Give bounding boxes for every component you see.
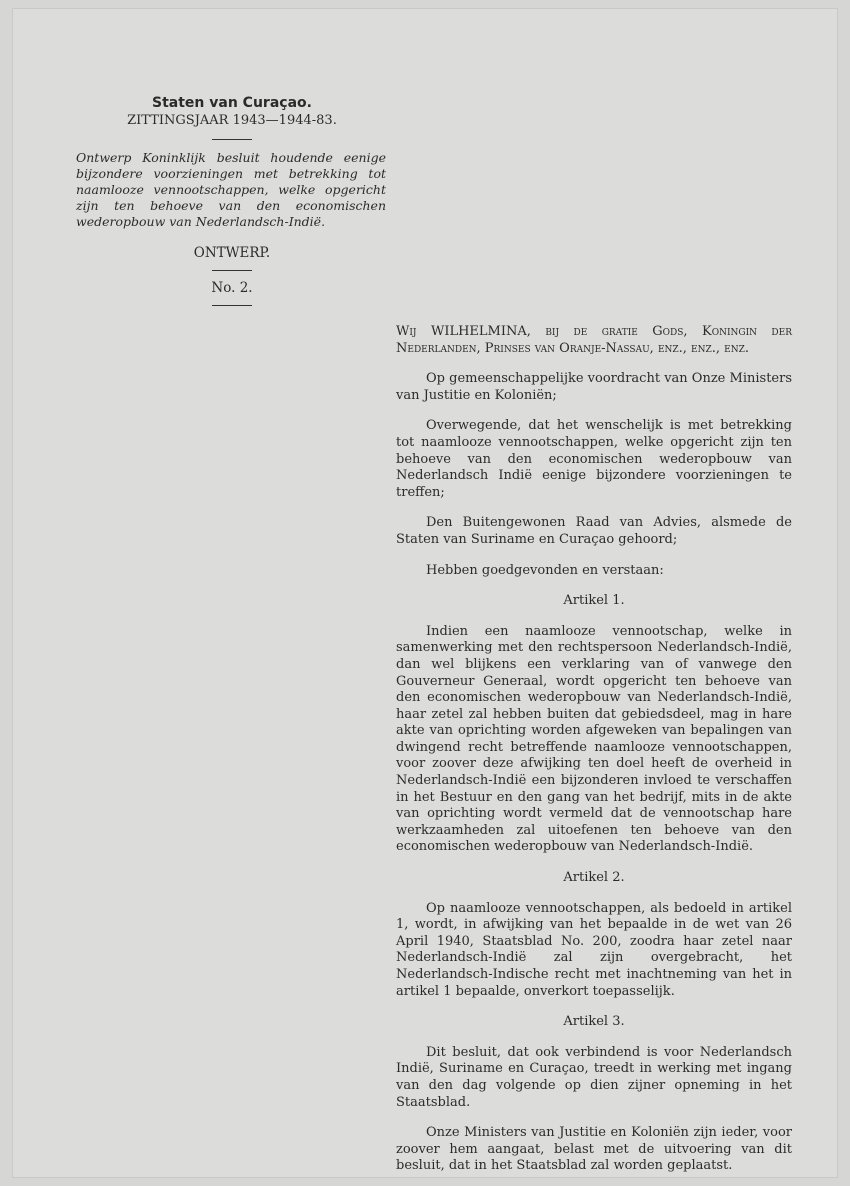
preamble-paragraph: Op gemeenschappelijke voordracht van Onze Ministers van Justitie en Koloniën; — [396, 371, 792, 403]
article-text: Indien een naamlooze vennootschap, welke in samenwerking met den rechtspersoon Nederlandsch-Indië, dan wel blijkens een verklaring van of vanwege den Gouverneur Generaal, wordt opgericht ten behoeve van den economischen wederopbouw van Nederlandsch-Indië, haar zetel zal hebben buiten dat gebiedsdeel, mag in hare akte van oprichting worden afgeweken van bepalingen van dwingend recht betreffende naamlooze vennootschappen, voor zoover deze afwijking ten doel heeft de overheid in Nederlandsch-Indië een bijzonderen invloed te verschaffen in het Bestuur en den gang van het bedrijf, mits in de akte van oprichting wordt vermeld dat de vennootschap hare werkzaamheden zal uitoefenen ten behoeve van den economischen wederopbouw van Nederlandsch-Indië. — [396, 623, 792, 855]
header-divider — [212, 139, 252, 140]
header-divider — [212, 270, 252, 271]
closing-paragraph: Onze Ministers van Justitie en Koloniën zijn ieder, voor zoover hem aangaat, belast met de uitvoering van dit besluit, dat in het Staatsblad zal worden geplaatst. — [396, 1125, 792, 1174]
opening-line: Nederlanden, Prinses van Oranje-Nassau, enz., enz., enz. — [396, 340, 749, 356]
document-header — [72, 94, 392, 314]
article-text: Dit besluit, dat ook verbindend is voor Nederlandsch Indië, Suriname en Curaçao, treedt in werking met ingang van den dag volgende op dien zijner opneming in het Staatsblad. — [396, 1044, 792, 1110]
article-title: Artikel 1. — [563, 593, 625, 609]
document-page — [12, 8, 838, 1178]
header-divider — [212, 305, 252, 306]
preamble-paragraph: Overwegende, dat het wenschelijk is met betrekking tot naamlooze vennootschappen, welke opgericht zijn ten behoeve van den economischen wederopbouw van Nederlandsch Indië eenige bijzondere voorzieningen te treffen; — [396, 418, 792, 500]
decree-body — [396, 324, 792, 1175]
article-title: Artikel 2. — [563, 870, 625, 886]
header-label: ONTWERP. — [193, 245, 271, 261]
header-title: Staten van Curaçao. — [152, 95, 312, 111]
header-description: Ontwerp Koninklijk besluit houdende eenige bijzondere voorzieningen met betrekking tot naamlooze vennootschappen, welke opgericht zijn ten behoeve van den economischen wederopbouw van Nederlandsch-Indië. — [76, 150, 386, 229]
opening-line: Wij WILHELMINA, bij de gratie Gods, Koningin der — [396, 324, 792, 339]
article-text: Op naamlooze vennootschappen, als bedoeld in artikel 1, wordt, in afwijking van het bepaalde in de wet van 26 April 1940, Staatsblad No. 200, zoodra haar zetel naar Nederlandsch-Indië zal zijn overgebracht, het Nederlandsch-Indische recht met inachtneming van het in artikel 1 bepaalde, onverkort toepasselijk. — [396, 900, 792, 999]
preamble-paragraph: Hebben goedgevonden en verstaan: — [426, 562, 664, 578]
article-title: Artikel 3. — [563, 1014, 625, 1030]
header-number: No. 2. — [211, 280, 253, 296]
header-session: ZITTINGSJAAR 1943—1944-83. — [127, 113, 337, 128]
preamble-paragraph: Den Buitengewonen Raad van Advies, alsmede de Staten van Suriname en Curaçao gehoord; — [396, 515, 792, 547]
